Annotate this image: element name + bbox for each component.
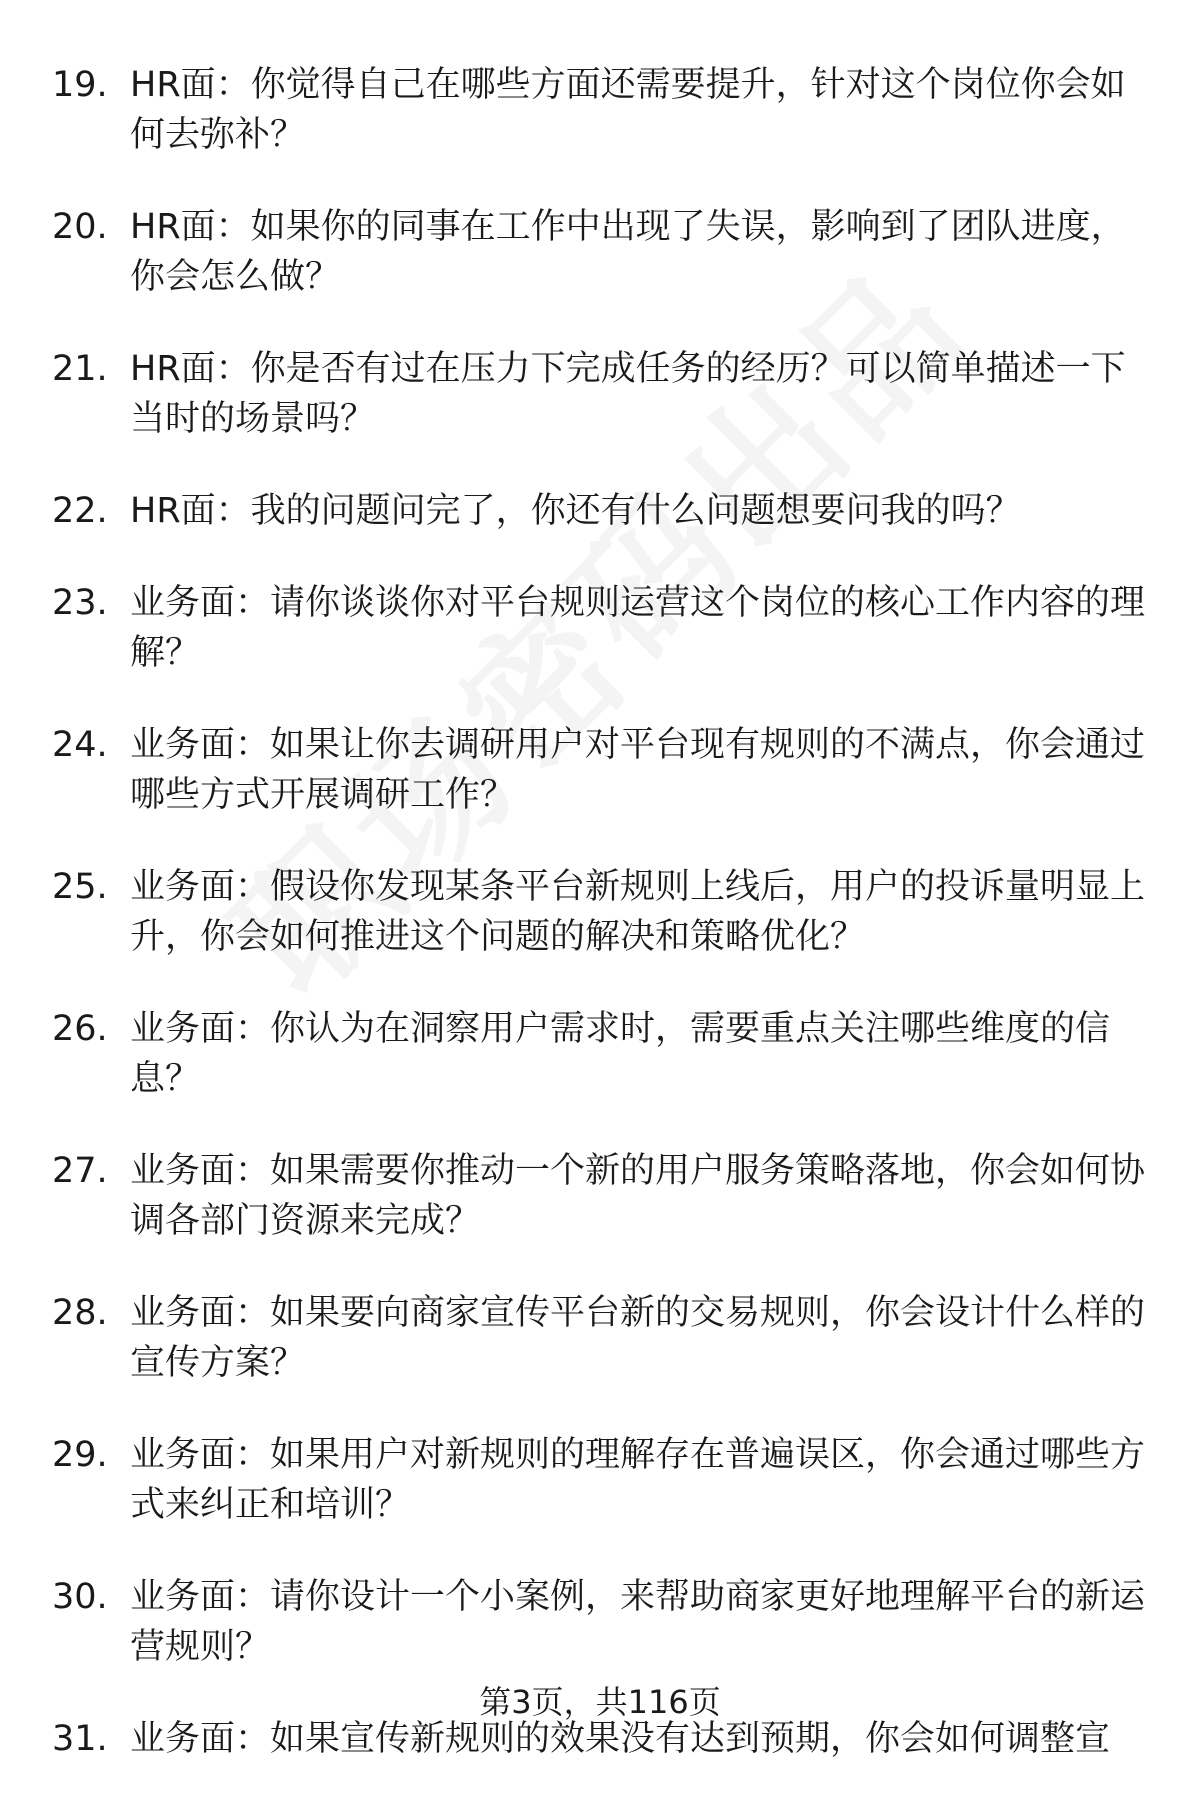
question-number: 26. <box>52 1009 108 1049</box>
question-number: 25. <box>52 867 108 907</box>
question-text: 业务面：请你谈谈你对平台规则运营这个岗位的核心工作内容的理解？ <box>130 583 1146 673</box>
question-text: 业务面：如果用户对新规则的理解存在普遍误区，你会通过哪些方式来纠正和培训？ <box>130 1435 1146 1525</box>
question-text: 业务面：如果需要你推动一个新的用户服务策略落地，你会如何协调各部门资源来完成？ <box>130 1151 1146 1241</box>
question-text: HR面：我的问题问完了，你还有什么问题想要问我的吗？ <box>130 491 1021 531</box>
question-text: 业务面：请你设计一个小案例，来帮助商家更好地理解平台的新运营规则？ <box>130 1577 1146 1667</box>
question-list <box>0 60 1200 1806</box>
question-item <box>0 1146 1200 1246</box>
question-item <box>0 862 1200 962</box>
question-item <box>0 1004 1200 1104</box>
page-footer: 第3页，共116页 <box>479 1683 721 1721</box>
question-item <box>0 578 1200 678</box>
question-text: 业务面：假设你发现某条平台新规则上线后，用户的投诉量明显上升，你会如何推进这个问题的解决和策略优化？ <box>130 867 1146 957</box>
question-text: 业务面：如果要向商家宣传平台新的交易规则，你会设计什么样的宣传方案？ <box>130 1293 1146 1383</box>
question-item <box>0 60 1200 160</box>
question-number: 20. <box>52 207 108 247</box>
question-number: 24. <box>52 725 108 765</box>
question-text: HR面：你觉得自己在哪些方面还需要提升，针对这个岗位你会如何去弥补？ <box>130 65 1126 155</box>
question-item <box>0 1572 1200 1672</box>
question-text: 业务面：你认为在洞察用户需求时，需要重点关注哪些维度的信息？ <box>130 1009 1111 1099</box>
question-number: 30. <box>52 1577 108 1617</box>
question-text: HR面：如果你的同事在工作中出现了失误，影响到了团队进度，你会怎么做？ <box>130 207 1126 297</box>
question-item <box>0 1430 1200 1530</box>
question-item <box>0 486 1200 536</box>
question-number: 27. <box>52 1151 108 1191</box>
question-number: 21. <box>52 349 108 389</box>
question-number: 31. <box>52 1719 108 1759</box>
question-text: 业务面：如果让你去调研用户对平台现有规则的不满点，你会通过哪些方式开展调研工作？ <box>130 725 1146 815</box>
question-number: 28. <box>52 1293 108 1333</box>
question-number: 29. <box>52 1435 108 1475</box>
question-item <box>0 202 1200 302</box>
question-item <box>0 344 1200 444</box>
question-number: 23. <box>52 583 108 623</box>
question-number: 22. <box>52 491 108 531</box>
question-item <box>0 720 1200 820</box>
question-text: 业务面：如果宣传新规则的效果没有达到预期，你会如何调整宣 <box>130 1719 1111 1759</box>
question-text: HR面：你是否有过在压力下完成任务的经历？可以简单描述一下当时的场景吗？ <box>130 349 1126 439</box>
question-number: 19. <box>52 65 108 105</box>
question-item <box>0 1288 1200 1388</box>
